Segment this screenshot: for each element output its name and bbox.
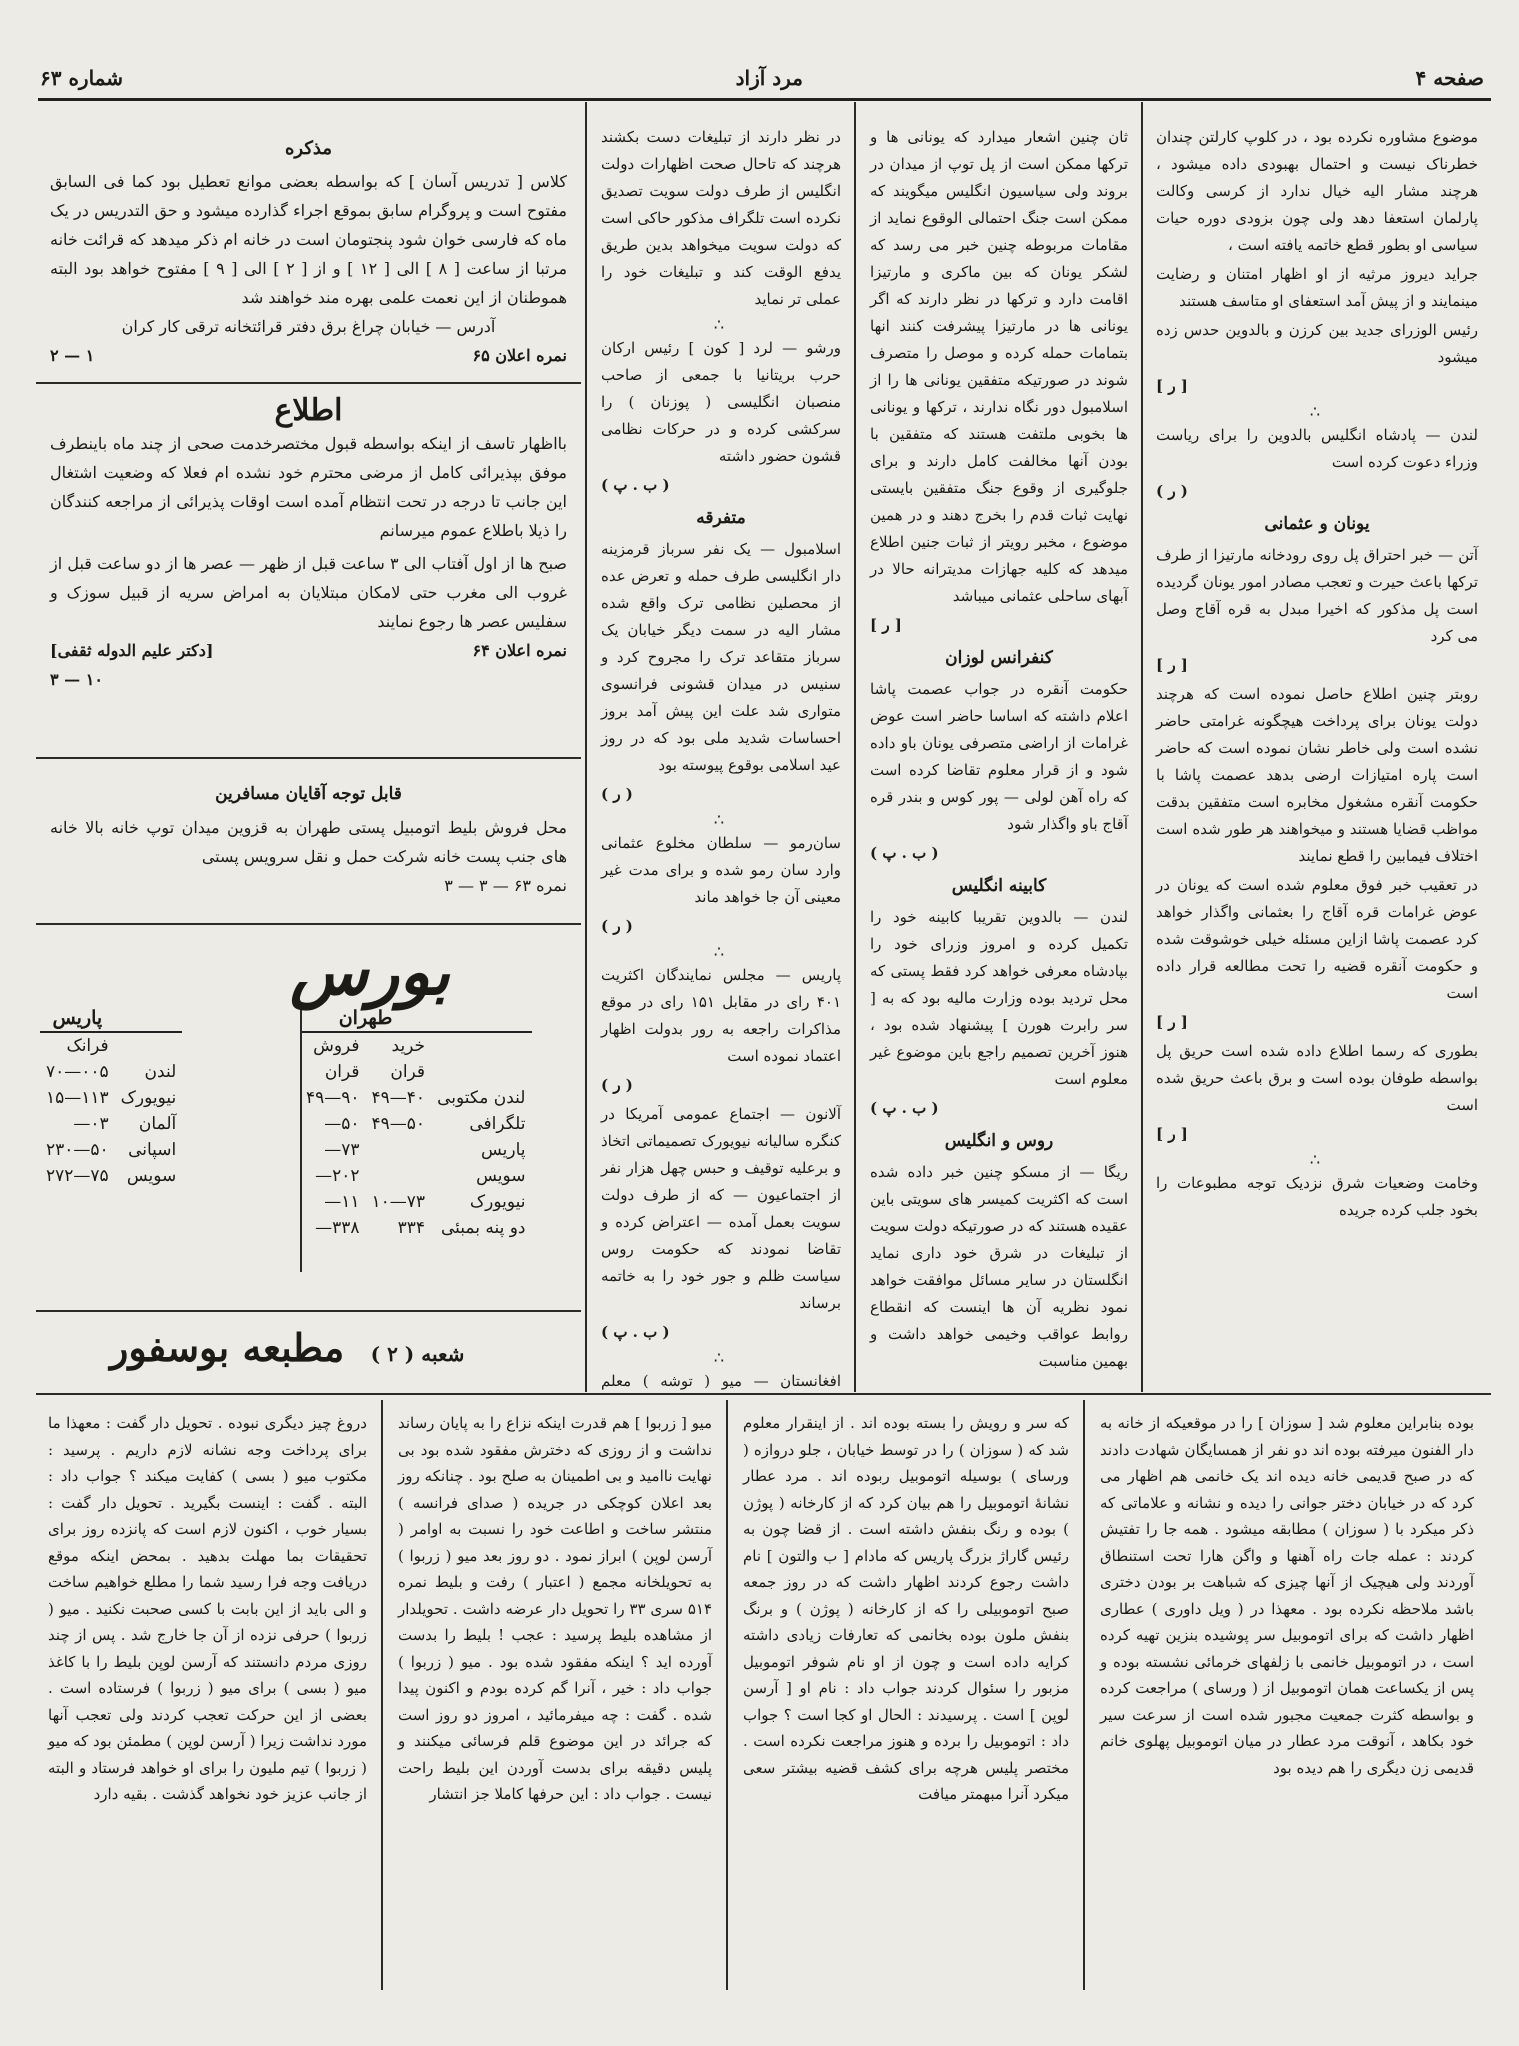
ad-number-row: [50, 341, 567, 370]
ad-sequence-row: [50, 665, 567, 694]
ad-address: آدرس — خیابان چراغ برق دفتر قرائتخانه ترقی کار کران: [121, 317, 496, 336]
serial-text: بوده بنابراین معلوم شد [ سوزان ] را در موقعیکه از خانه به دار الفنون میرفته بوده اند دو نفر از همسایگان شهادت دادند که در صبح قدیمی خانه دیده اند یک خانمی هم اظهار می کرد که در خیابان دختر جوانی را دیده و نشانه و علاماتی که ذکر میکرد با ( سوزان ) مطابقه میشود . همه جا را تفتیش کردند : عمله جات راه آهنها و واگن هارا تحت استنطاق آوردند ولی هیچیک از آنها چیزی که شباهت بر بودن دختری باشد ملاحظه نکرده بود . معهذا در ( ویل داوری ) عطاری اظهار داشت که برای اتوموبیل سر پوشیده بنزین تهیه کرده است ، در اتوموبیل خانمی با زلفهای خرمائی نشسته بوده و پس از یکساعت همان اتوموبیل از ( ورسای ) مراجعت کرده و بواسطه کثرت جمعیت مجبور شده است از سرعت سیر خود بکاهد ، آنوقت مرد عطار در میان اتوموبیل پهلوی خانم قدیمی زن دیگری را هم دیده بود: [1100, 1414, 1474, 1777]
news-text: لندن — پادشاه انگلیس بالدوین را برای ریاست وزراء دعوت کرده است: [1156, 426, 1478, 471]
table-row: [300, 1189, 532, 1215]
source-tag: ( ر ): [601, 1076, 633, 1094]
rate-buy: ۴۰—۴۹: [371, 1088, 426, 1108]
ad-notice: [36, 390, 581, 750]
separator-dots: ∴: [713, 942, 729, 961]
table-row: [300, 1111, 532, 1137]
news-text: آتن — خبر احتراق پل روی رودخانه مارتیزا از طرف ترکها باعث حیرت و تعجب مصادر امور یونان گردیده است پل مذکور که اخیرا مبدل به قره آقاج وصل می کرد: [1156, 546, 1478, 645]
ad-number: نمره اعلان ۶۵: [472, 346, 567, 365]
ad-number: نمره ۶۳ — ۳ — ۳: [444, 876, 567, 895]
subhead: کنفرانس لوزان: [945, 648, 1053, 668]
table-row: [40, 1059, 182, 1085]
rate-name: سویس: [126, 1166, 177, 1186]
rate-sell: ۷۳—: [324, 1140, 360, 1160]
table-row: [40, 1137, 182, 1163]
tehran-exchange-table: [300, 1005, 532, 1241]
column-rule: [381, 1400, 383, 1990]
rate-name: لندن: [144, 1062, 177, 1082]
rate-sell: ۹۰—۴۹: [306, 1088, 360, 1108]
rate-sell: ۲۰۲—: [315, 1166, 360, 1186]
news-text: بطوری که رسما اطلاع داده شده است حریق پل بواسطه طوفان بوده است و برق باعث حریق شده است: [1156, 1042, 1478, 1114]
rate-name: آلمان: [138, 1114, 177, 1134]
rate-buy: ۳۳۴: [397, 1218, 426, 1238]
news-text: ورشو — لرد [ کون ] رئیس ارکان حرب بریتانیا با جمعی از صاحب منصبان انگلیسی ( پوزنان ) را سرکشی کرده و در حرکات نظامی قشون حضور داشته: [601, 339, 841, 465]
table-row: [40, 1163, 182, 1189]
rate-value: ۰۳—: [73, 1114, 109, 1134]
page-number: صفحه ۴: [1415, 66, 1484, 90]
news-column-2: [860, 122, 1138, 1390]
ad-text: بااظهار تاسف از اینکه بواسطه قبول مختصرخدمت صحی از چند ماه باینطرف موفق بپذیرائی کامل از مرضی محترم خود نشده ام فعلا که وضعیت اشتغال این جانب تا درجه در تحت انتظام آمده است اوقات پذیرائی از مراجعه کنندگان را ذیلا باطلاع عموم میرسانم: [50, 434, 567, 540]
rate-value: ۰۰۵—۷۰: [46, 1062, 109, 1082]
ad-signature: [دکتر علیم الدوله ثقفی]: [50, 641, 214, 660]
news-text: موضوع مشاوره نکرده بود ، در کلوپ کارلتن چندان خطرناک نیست و احتمال بهبودی داده میشود ، هرچند مشار الیه خیال ندارد از کرسی وکالت پارلمان استعفا دهد ولی چون بزودی دوره حیات سیاسی او بطور قطع خاتمه یافته است ،: [1156, 128, 1478, 254]
rate-name: اسپانی: [128, 1140, 177, 1160]
rate-value: ۷۵—۲۷۲: [46, 1166, 109, 1186]
ad-title: مذکره: [284, 138, 333, 159]
source-tag: ( ر ): [601, 917, 633, 935]
news-text: وخامت وضعیات شرق نزدیک توجه مطبوعات را بخود جلب کرده جریده: [1156, 1174, 1478, 1219]
ad-text: کلاس [ تدریس آسان ] که بواسطه بعضی موانع تعطیل بود کما فی السابق مفتوح است و پروگرام سابق بموقع اجراء گذارده میشود و حق التدریس در یک ماه که فارسی خوان شود پنجتومان است در خانه ام ذکر میدهد که قرائت خانه مرتبا از ساعت [ ۸ ] الی [ ۱۲ ] و از [ ۲ ] الی [ ۹ ] مفتوح خواهد بود البته هموطنان از این نعمت علمی بهره مند خواهند شد: [50, 172, 568, 307]
source-tag: ( ب . پ ): [601, 476, 670, 494]
rate-name: تلگرافی: [469, 1114, 526, 1134]
ad-title: قابل توجه آقایان مسافرین: [215, 784, 402, 804]
news-text: ثان چنین اشعار میدارد که یونانی ها و ترکها ممکن است از پل توپ از میدان در بروند ولی سیاسیون انگلیس میگویند که ممکن است جنگ احتمالی الوقوع نماید از مقامات مربوطه چنین خبر می رسد که لشکر یونان که بین ماکری و مارتیزا اقامت دارد و ترکها در نظر دارند که اگر یونانی ها در مارتیزا پیشرفت کنند انها بتمامات حمله کرده و موصل را متصرف شوند در صورتیکه متفقین یونانی ها را از اسلامبول دور نگاه ندارند ، ترکها و یونانی ها بخوبی ملتفت هستند که متفقین با بودن آنها مخالفت کامل دارند و برای جلوگیری از وقوع جنگ متفقین بایستی نهایت ثبات قدم را بخرج دهند و در همین موضوع ، مخبر رویتر از ثبات جنین اطلاع میدهد که کلیه جهازات مدیترانه حالا در آبهای ساحلی عثمانی میباشد: [870, 128, 1128, 605]
column-rule: [585, 102, 587, 1392]
ad-hours: صبح ها از اول آفتاب الی ۳ ساعت قبل از ظهر — عصر ها از دو ساعت قبل از غروب الی مغرب حتی لامکان مبتلایان به امراض سریه از قبیل سوزک و سفلیس عصر ها رجوع نمایند: [50, 554, 567, 631]
serial-text: دروغ چیز دیگری نبوده . تحویل دار گفت : معهذا ما برای پرداخت وجه نشانه لازم داریم . پرسید : مکتوب میو ( بسی ) کفایت میکند ؟ جواب داد : البته . گفت : اینست بگیرید . تحویل دار گفت : بسیار خوب ، اکنون لازم است که پانزده روز برای تحقیقات بما مهلت بدهید . بمحض اینکه موقع دریافت وجه فرا رسید شما را مطلع خواهیم ساخت و الی باید از این بابت با کسی صحبت نکنید . میو ( زربوا ) حرفی نزده از آن جا خارج شد . پس از چند روزی مردم دانستند که آرسن لوپن بلیط را با کاغذ میو ( بسی ) برای میو ( زربوا ) فرستاده است . بعضی از این حرکت تعجب کردند ولی تعجب آنها مورد نداشت زیرا ( آرسن لوپن ) مطمئن بود که میو ( زربوا ) تیم ملیون را برای او خواهد فرستاد و البته از جانب عزیز خود نخواهد گذشت . بقیه دارد: [48, 1414, 367, 1803]
source-tag: ( ر ): [1156, 482, 1188, 500]
table-row: [300, 1163, 532, 1189]
news-text: اسلامبول — یک نفر سرباز قرمزینه دار انگلیسی طرف حمله و تعرض عده از محصلین نظامی ترک واقع شده مشار الیه در سمت دیگر خیابان یک سرباز متقاعد ترک را مجروح کرد و سنیس در میدان قشونی فرانسوی متواری شد علت این پیش آمد بروز احساسات شدید ملی بود که در روز عید اسلامی بوقوع پیوسته بود: [601, 540, 841, 774]
tehran-header: طهران: [300, 1005, 431, 1032]
rate-name: سویس: [476, 1166, 526, 1186]
serial-column-1: [1088, 1408, 1486, 1968]
news-text: ریگا — از مسکو چنین خبر داده شده است که اکثریت کمیسر های سویتی باین عقیده هستند که در صورتیکه دولت سویت از تبلیغات در شرق خود داری نماید انگلستان در سایر مسائل موافقت خواهد نمود نظریه آن ها اینست که انقطاع روابط عواقب وخیمی خواهد داشت و بهمین مناسبت: [870, 1163, 1128, 1370]
ad-number: نمره اعلان ۶۴: [472, 641, 567, 660]
source-tag: [ ر ]: [1156, 656, 1188, 674]
news-column-1: [1146, 122, 1488, 1390]
subhead: متفرقه: [696, 508, 746, 528]
news-text: پاریس — مجلس نمایندگان اکثریت ۴۰۱ رای در مقابل ۱۵۱ رای در موقع مذاکرات راجعه به رور بدولت اظهار اعتماد نموده است: [601, 966, 841, 1065]
ad-divider: [36, 1310, 581, 1312]
table-row: [300, 1215, 532, 1241]
table-rule: [300, 1010, 302, 1272]
sell-label: فروش: [313, 1036, 360, 1056]
rate-buy: [366, 1137, 432, 1163]
rate-value: ۱۱۳—۱۵: [46, 1088, 109, 1108]
column-rule: [854, 102, 856, 1392]
column-rule: [726, 1400, 728, 1990]
table-row: [300, 1085, 532, 1111]
ad-number-row: [50, 636, 567, 665]
ad-class: [36, 122, 581, 380]
column-rule: [1141, 102, 1143, 1392]
news-text: جراید دیروز مرثیه از او اظهار امتنان و رضایت مینمایند و از پیش آمد استعفای او متاسف هستند: [1156, 265, 1478, 310]
news-text: لندن — بالدوین تقریبا کابینه خود را تکمیل کرده و امروز وزرای خود را بپادشاه معرفی خواهد کرد فقط پستی که محل تردید بوده وزارت مالیه بود که به [ سر رابرت هورن ] پیشنهاد شده بود ، هنوز آخرین تصمیم راجع باین موضوع غیر معلوم است: [870, 908, 1128, 1088]
news-text: در تعقیب خبر فوق معلوم شده است که یونان در عوض غرامات قره آقاج را بعثمانی واگذار خواهد کرد عصمت پاشا ازاین مسئله خیلی خوشوقت شده و حکومت آنقره قضیه را تحت مطالعه قرار داده است: [1156, 876, 1478, 1002]
serial-text: که سر و رویش را بسته بوده اند . از اینقرار معلوم شد که ( سوزان ) را در توسط خیابان ، جلو دروازه ( ورسای ) بوسیله اتوموبیل ربوده اند . مرد عطار نشانهٔ اتوموبیل را هم بیان کرد که از کارخانه ( پوژن ) بوده و رنگ بنفش داشته است . از قضا چون به رئیس گاراژ بزرگ پاریس که مادام [ ب والتون ] نام داشت رجوع کردند اظهار داشت که در روز جمعه صبح اتوموبیلی را که از کارخانه ( پوژن ) و برنگ بنفش ملون بوده بخانمی که تعارفات زیادی داشته کرایه داده است و چون از او نام شوفر اتوموبیل مزبور را سئوال کردند جواب داد : نام او [ آرسن لوپن ] است . پرسیدند : الحال او کجا است ؟ جواب داد : اتوموبیل را برده و هنوز مراجعت نکرده است . مختصر پلیس هرچه برای کشف قضیه بیشتر سعی میکرد آنرا مبهمتر میافت: [743, 1414, 1069, 1803]
serial-column-3: [386, 1408, 724, 1968]
rate-value: ۵۰—۲۳۰: [46, 1140, 109, 1160]
paris-header: پاریس: [40, 1005, 115, 1032]
rate-buy: [366, 1163, 432, 1189]
source-tag: [ ر ]: [870, 616, 902, 634]
header-rule: [38, 98, 1491, 101]
table-row: [40, 1085, 182, 1111]
news-text: روبتر چنین اطلاع حاصل نموده است که هرچند دولت یونان برای پرداخت هیچگونه غرامتی حاضر نشده است ولی خاطر نشان نموده است که حاضر است پاره امتیازات ارضی بدهد عصمت پاشا با حکومت آنقره مشغول مخابره است متفقین بدقت مواظب قضایا هستند و میخواهند هر طور شده است اختلاف فیمابین را قطع نمایند: [1156, 685, 1478, 865]
rate-sell: ۱۱—: [324, 1192, 360, 1212]
ad-divider: [36, 757, 581, 759]
news-text: در نظر دارند از تبلیغات دست بکشند هرچند که تاحال صحت اظهارات دولت انگلیس از طرف دولت سویت تصدیق نکرده است تلگراف مذکور حاکی است که دولت سویت میخواهد بدین طریق یدفع الوقت کند و تبلیغات خود را عملی تر نماید: [601, 128, 841, 308]
rate-sell: ۵۰—: [324, 1114, 360, 1134]
news-text: سان‌رمو — سلطان مخلوع عثمانی وارد سان رمو شده و برای مدت غیر معینی آن جا خواهد ماند: [601, 834, 841, 906]
ad-sequence: ۱ — ۲: [50, 346, 95, 365]
table-row: [300, 1137, 532, 1163]
ad-text: محل فروش بلیط اتومبیل پستی طهران به قزوین میدان توپ خانه بالا خانه های جنب پست خانه شرکت حمل و نقل سرویس پستی: [50, 818, 567, 866]
separator-dots: ∴: [1309, 402, 1325, 421]
source-tag: ( ب . پ ): [870, 1099, 939, 1117]
news-text: افغانستان — میو ( توشه ) معلم: [601, 1372, 841, 1390]
source-tag: [ ر ]: [1156, 1125, 1188, 1143]
source-tag: ( ب . پ ): [601, 1323, 670, 1341]
ad-divider: [36, 923, 581, 925]
rate-name: لندن مکتوبی: [437, 1088, 526, 1108]
column-rule: [1083, 1400, 1085, 1990]
ad-sequence: ۱۰ — ۳: [50, 670, 103, 689]
subhead: روس و انگلیس: [944, 1131, 1054, 1151]
source-tag: [ ر ]: [1156, 377, 1188, 395]
subhead: یونان و عثمانی: [1264, 514, 1370, 534]
issue-number: شماره ۶۳: [40, 66, 123, 90]
buy-label: خرید: [391, 1036, 426, 1056]
news-text: رئیس الوزرای جدید بین کرزن و بالدوین حدس زده میشود: [1156, 321, 1478, 366]
printing-house-ad: [110, 1325, 464, 1370]
section-rule: [36, 1393, 1491, 1395]
table-row: [40, 1111, 182, 1137]
separator-dots: ∴: [713, 315, 729, 334]
ad-travel: [36, 768, 581, 918]
bourse-title: بورس: [290, 935, 450, 1010]
rate-name: نیویورک: [120, 1088, 177, 1108]
rate-buy: ۷۳—۱۰: [371, 1192, 426, 1212]
page-header: [40, 60, 1484, 96]
rate-name: دو پنه بمبئی: [440, 1218, 526, 1238]
paris-exchange-table: [40, 1005, 182, 1189]
source-tag: [ ر ]: [1156, 1013, 1188, 1031]
news-text: حکومت آنقره در جواب عصمت پاشا اعلام داشته که اساسا حاضر است عوض غرامات از اراضی متصرفی یونان باو داده شود و از قرار معلوم تقاضا کرده است که راه آهن لولی — پور کوس و بندر قره آقاج باو واگذار شود: [870, 680, 1128, 833]
paris-unit: فرانک: [66, 1036, 109, 1056]
source-tag: ( ب . پ ): [870, 844, 939, 862]
rate-name: نیویورک: [469, 1192, 526, 1212]
currency-label: قران: [390, 1062, 426, 1082]
subhead: کابینه انگلیس: [951, 876, 1047, 896]
rate-name: پاریس: [480, 1140, 526, 1160]
rate-sell: ۳۳۸—: [315, 1218, 360, 1238]
print-name: مطبعه بوسفور: [110, 1325, 345, 1370]
rate-buy: ۵۰—۴۹: [371, 1114, 426, 1134]
separator-dots: ∴: [1309, 1150, 1325, 1169]
source-tag: ( ر ): [601, 785, 633, 803]
news-column-3: [591, 122, 851, 1390]
serial-column-2: [731, 1408, 1081, 1968]
ad-divider: [36, 382, 581, 384]
serial-text: میو [ زربوا ] هم قدرت اینکه نزاع را به پایان رساند نداشت و از روزی که دخترش مفقود شده بود بی نهایت ناامید و بی اطمینان به صلح بود . چنانکه روز بعد اعلان کوچکی در جریده ( صدای فرانسه ) منتشر ساخت و اطاعت خود را نسبت به اوامر ( آرسن لوپن ) ابراز نمود . دو روز بعد میو ( زربوا ) به تحویلخانه مجمع ( اعتبار ) رفت و بلیط نمره ۵۱۴ سری ۳۳ را تحویل دار عرضه داشت . تحویلدار از مشاهده بلیط پرسید : عجب ! بلیط را بدست آورده اید ؟ اینکه مفقود شده بود . میو ( زربوا ) جواب داد : خیر ، آنرا گم کرده بودم و اکنون پیدا شده . گفت : چه میفرمائید ، امروز دو روز است که جرائد در این موضوع قلم فرسائی میکنند و پلیس دقیقه برای بدست آوردن این بلیط راحت نیست . جواب داد : این حرفها کاملا جز انتشار: [398, 1414, 712, 1803]
separator-dots: ∴: [713, 1348, 729, 1367]
serial-column-4: [36, 1408, 379, 1968]
currency-label: قران: [324, 1062, 360, 1082]
print-branch: شعبه ( ۲ ): [370, 1342, 465, 1366]
news-text: آلانون — اجتماع عمومی آمریکا در کنگره سالیانه نیویورک تصمیماتی اتخاذ و برعلیه توقیف و حبس چهل هزار نفر از اجتماعیون — که از طرف دولت سویت بعمل آمده — اعتراض کرده و تقاضا نمودند که حکومت روس سیاست ظلم و جور خود را به خاتمه برساند: [601, 1105, 841, 1312]
ad-title: اطلاع: [274, 393, 343, 428]
separator-dots: ∴: [713, 810, 729, 829]
newspaper-title: مرد آزاد: [735, 66, 803, 90]
